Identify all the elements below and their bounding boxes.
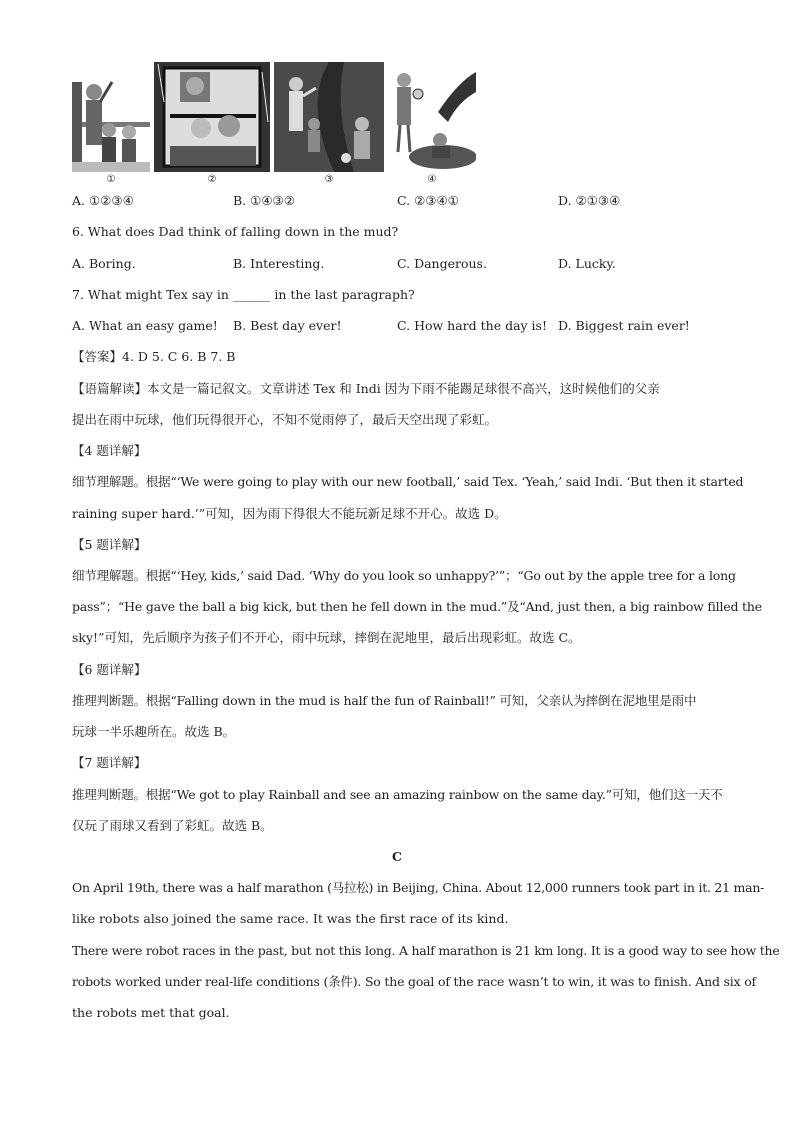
- picture-number: ③: [324, 174, 334, 185]
- option-b: B. Interesting.: [233, 256, 325, 271]
- option-a: A. ①②③④: [72, 193, 134, 208]
- detail-line: sky!”可知，先后顺序为孩子们不开心，雨中玩球，摔倒在泥地里，最后出现彩虹。故选 C。: [72, 630, 581, 645]
- option-c: C. ②③④①: [397, 193, 459, 208]
- summary-line: 提出在雨中玩球，他们玩得很开心，不知不觉雨停了，最后天空出现了彩虹。: [72, 412, 498, 427]
- option-a: A. What an easy game!: [72, 318, 218, 333]
- option-c: C. Dangerous.: [397, 256, 487, 271]
- detail-line: 玩球一半乐趣所在。故选 B。: [72, 724, 236, 739]
- detail-line: pass”；“He gave the ball a big kick, but then he fell down in the mud.”及“And, just then, a big rainbow filled the: [72, 599, 762, 614]
- question-6-stem: 6. What does Dad think of falling down in the mud?: [72, 224, 399, 239]
- detail-heading-5: 【5 题详解】: [72, 537, 147, 552]
- detail-line: 细节理解题。根据“‘Hey, kids,’ said Dad. ‘Why do you look so unhappy?’”；“Go out by the apple tree for a long: [72, 568, 736, 583]
- option-b: B. ①④③②: [233, 193, 295, 208]
- detail-heading-7: 【7 题详解】: [72, 755, 147, 770]
- passage-line: like robots also joined the same race. It was the first race of its kind.: [72, 911, 509, 926]
- detail-line: raining super hard.’”可知，因为雨下得很大不能玩新足球不开心。故选 D。: [72, 506, 507, 521]
- illustration-row: [72, 62, 476, 185]
- detail-line: 推理判断题。根据“Falling down in the mud is half the fun of Rainball!” 可知，父亲认为摔倒在泥地里是雨中: [72, 693, 697, 708]
- picture-number: ②: [207, 174, 217, 185]
- picture-number: ④: [427, 174, 437, 185]
- passage-line: There were robot races in the past, but not this long. A half marathon is 21 km long. It is a good way to see how the: [72, 943, 780, 958]
- picture-2: [154, 62, 270, 185]
- picture-3: [274, 62, 384, 185]
- detail-line: 细节理解题。根据“‘We were going to play with our new football,’ said Tex. ‘Yeah,’ said Indi. ‘But then it started: [72, 474, 744, 489]
- detail-line: 仅玩了雨球又看到了彩虹。故选 B。: [72, 818, 273, 833]
- option-b: B. Best day ever!: [233, 318, 342, 333]
- passage-line: On April 19th, there was a half marathon (马拉松) in Beijing, China. About 12,000 runners took part in it. 21 man-: [72, 880, 765, 895]
- option-d: D. ②①③④: [558, 193, 621, 208]
- rain-play-illustration: [274, 62, 384, 172]
- option-a: A. Boring.: [72, 256, 136, 271]
- picture-4: [388, 62, 476, 185]
- kids-outside-illustration: [72, 62, 150, 172]
- option-c: C. How hard the day is!: [397, 318, 547, 333]
- detail-heading-4: 【4 题详解】: [72, 443, 147, 458]
- summary-line: 【语篇解读】本文是一篇记叙文。文章讲述 Tex 和 Indi 因为下雨不能踢足球很不高兴，这时候他们的父亲: [72, 381, 660, 396]
- passage-line: robots worked under real-life conditions (条件). So the goal of the race wasn’t to win, it was to finish. And six of: [72, 974, 756, 989]
- picture-1: [72, 62, 150, 185]
- answer-key: 【答案】4. D 5. C 6. B 7. B: [72, 349, 236, 364]
- option-d: D. Biggest rain ever!: [558, 318, 690, 333]
- rainy-window-illustration: [154, 62, 270, 172]
- detail-line: 推理判断题。根据“We got to play Rainball and see an amazing rainbow on the same day.”可知，他们这一天不: [72, 787, 723, 802]
- passage-line: the robots met that goal.: [72, 1005, 230, 1020]
- option-d: D. Lucky.: [558, 256, 616, 271]
- detail-heading-6: 【6 题详解】: [72, 662, 147, 677]
- section-title: C: [392, 849, 402, 864]
- picture-number: ①: [106, 174, 116, 185]
- mud-fall-illustration: [388, 62, 476, 172]
- question-7-stem: 7. What might Tex say in ______ in the last paragraph?: [72, 287, 415, 302]
